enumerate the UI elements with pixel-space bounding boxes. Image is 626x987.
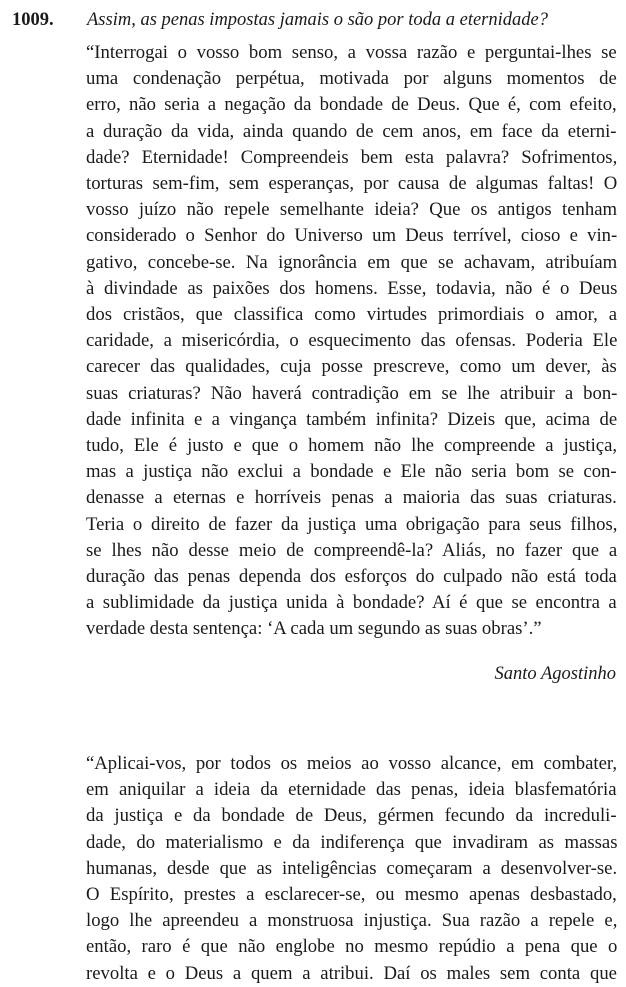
text-line: duração das penas dependa dos esforços do culpado não está toda xyxy=(86,566,617,588)
text-line: verdade desta sentença: ‘A cada um segundo as suas obras’.” xyxy=(86,618,542,640)
text-line: erro, não seria a negação da bondade de Deus. Que é, com efeito, xyxy=(86,94,617,116)
text-line: denasse a eternas e horríveis penas a maioria das suas criaturas. xyxy=(86,487,617,509)
question-number: 1009. xyxy=(12,10,54,30)
question-text: Assim, as penas impostas jamais o são por toda a eternidade? xyxy=(87,10,548,30)
answer-paragraph-2 xyxy=(86,751,617,987)
text-line: se lhes não desse meio de compreendê-la? Aliás, no fazer que a xyxy=(86,539,618,561)
text-line: uma condenação perpétua, motivada por alguns momentos de xyxy=(86,68,617,90)
text-line: em aniquilar a ideia da eternidade das penas, ideia blasfematória xyxy=(86,779,617,801)
text-line: caridade, a misericórdia, o esquecimento das ofensas. Poderia Ele xyxy=(86,330,618,352)
text-line: considerado o Senhor do Universo um Deus terrível, cioso e vin- xyxy=(86,225,618,247)
text-line: gativo, concebe-se. Na ignorância em que se achavam, atribuíam xyxy=(86,251,618,273)
text-line: O Espírito, prestes a esclarecer-se, ou mesmo apenas desbastado, xyxy=(86,884,617,906)
text-line: dade? Eternidade! Compreendeis bem esta palavra? Sofrimentos, xyxy=(86,146,618,168)
text-line: dade infinita e a vingança também infinita? Dizeis que, acima de xyxy=(86,408,618,430)
signature: Santo Agostinho xyxy=(494,664,616,684)
text-line: dos cristãos, que classifica como virtudes primordiais o amor, a xyxy=(86,304,618,326)
text-line: a duração da vida, ainda quando de cem anos, em face da eterni- xyxy=(86,120,617,142)
text-line: humanas, desde que as inteligências começaram a desenvolver-se. xyxy=(86,857,618,879)
text-line: vosso juízo não repele semelhante ideia? Que os antigos tenham xyxy=(86,199,618,221)
text-line: suas criaturas? Não haverá contradição em se lhe atribuir a bon- xyxy=(86,382,618,404)
text-line: logo lhe apreendeu a monstruosa injustiça. Sua razão a repele e, xyxy=(86,910,618,932)
text-line: então, raro é que não englobe no mesmo repúdio a pena que o xyxy=(86,936,618,958)
text-line: “Aplicai-vos, por todos os meios ao vosso alcance, em combater, xyxy=(86,753,618,774)
text-line: torturas sem-fim, sem esperanças, por causa de algumas faltas! O xyxy=(86,173,618,195)
text-line: tudo, Ele é justo e que o homem não lhe compreende a justiça, xyxy=(86,435,618,457)
text-line: revolta e o Deus a quem a atribui. Daí os males sem conta que xyxy=(86,962,617,984)
text-line: Teria o direito de fazer da justiça uma obrigação para seus filhos, xyxy=(86,513,618,535)
text-line: “Interrogai o vosso bom senso, a vossa razão e perguntai-lhes se xyxy=(86,42,617,63)
text-line: carecer das qualidades, cuja posse prescreve, como um dever, às xyxy=(86,356,617,378)
answer-paragraph-1 xyxy=(86,40,617,643)
text-line: mas a justiça não exclui a bondade e Ele não seria bom se con- xyxy=(86,461,617,483)
text-line: da justiça e da bondade de Deus, gérmen fecundo da increduli- xyxy=(86,805,617,827)
text-line: a sublimidade da justiça unida à bondade? Aí é que se encontra a xyxy=(86,592,617,614)
text-line: à divindade as paixões dos homens. Esse, todavia, não é o Deus xyxy=(86,277,618,299)
text-line: dade, do materialismo e da indiferença que invadiram as massas xyxy=(86,831,618,853)
